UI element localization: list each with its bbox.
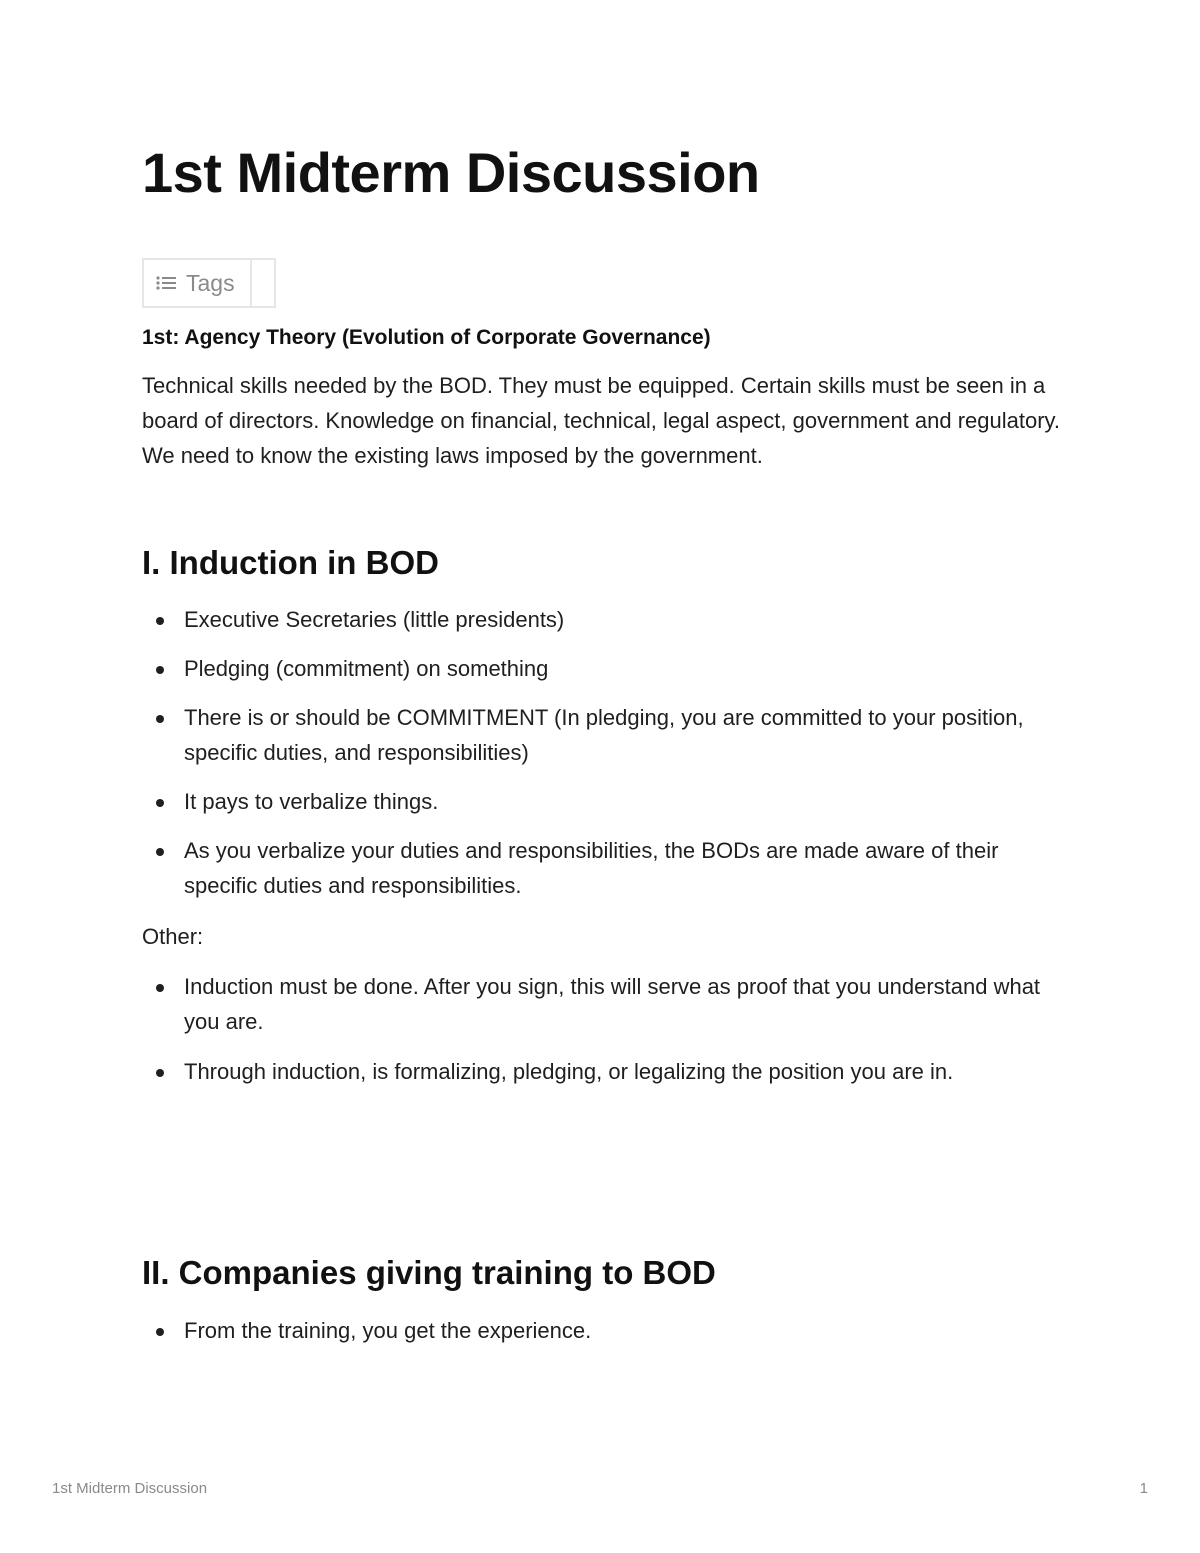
list-item: It pays to verbalize things.: [142, 784, 1062, 819]
heading-training: II. Companies giving training to BOD: [142, 1254, 716, 1291]
tags-label: Tags: [186, 269, 235, 296]
tags-property-cell: [144, 260, 252, 306]
other-label: Other:: [142, 924, 204, 949]
intro-paragraph: Technical skills needed by the BOD. They must be equipped. Certain skills must be seen in a board of directors. Knowledge on financial, technical, legal aspect, government and regulatory. We need to know the existing laws imposed by the government.: [142, 373, 1061, 468]
training-list: [142, 1313, 1062, 1348]
list-item: Pledging (commitment) on something: [142, 651, 1062, 686]
list-item: Executive Secretaries (little presidents): [142, 602, 1062, 637]
list-item: There is or should be COMMITMENT (In pledging, you are committed to your position, specific duties, and responsibilities): [142, 700, 1062, 770]
list-item: Induction must be done. After you sign, this will serve as proof that you understand what you are.: [142, 969, 1062, 1039]
list-item: As you verbalize your duties and responsibilities, the BODs are made aware of their specific duties and responsibilities.: [142, 833, 1062, 903]
other-list: [142, 969, 1062, 1104]
heading-induction: I. Induction in BOD: [142, 544, 439, 581]
tags-property[interactable]: [142, 258, 276, 308]
page-title: 1st Midterm Discussion: [142, 141, 760, 204]
section-label: 1st: Agency Theory (Evolution of Corporate Governance): [142, 326, 711, 349]
list-item: From the training, you get the experience.: [142, 1313, 1062, 1348]
list-item: Through induction, is formalizing, pledging, or legalizing the position you are in.: [142, 1054, 1062, 1089]
induction-list: [142, 602, 1062, 917]
footer-title: 1st Midterm Discussion: [52, 1480, 208, 1497]
list-icon: [156, 275, 176, 291]
footer-page-number: 1: [1139, 1480, 1148, 1497]
